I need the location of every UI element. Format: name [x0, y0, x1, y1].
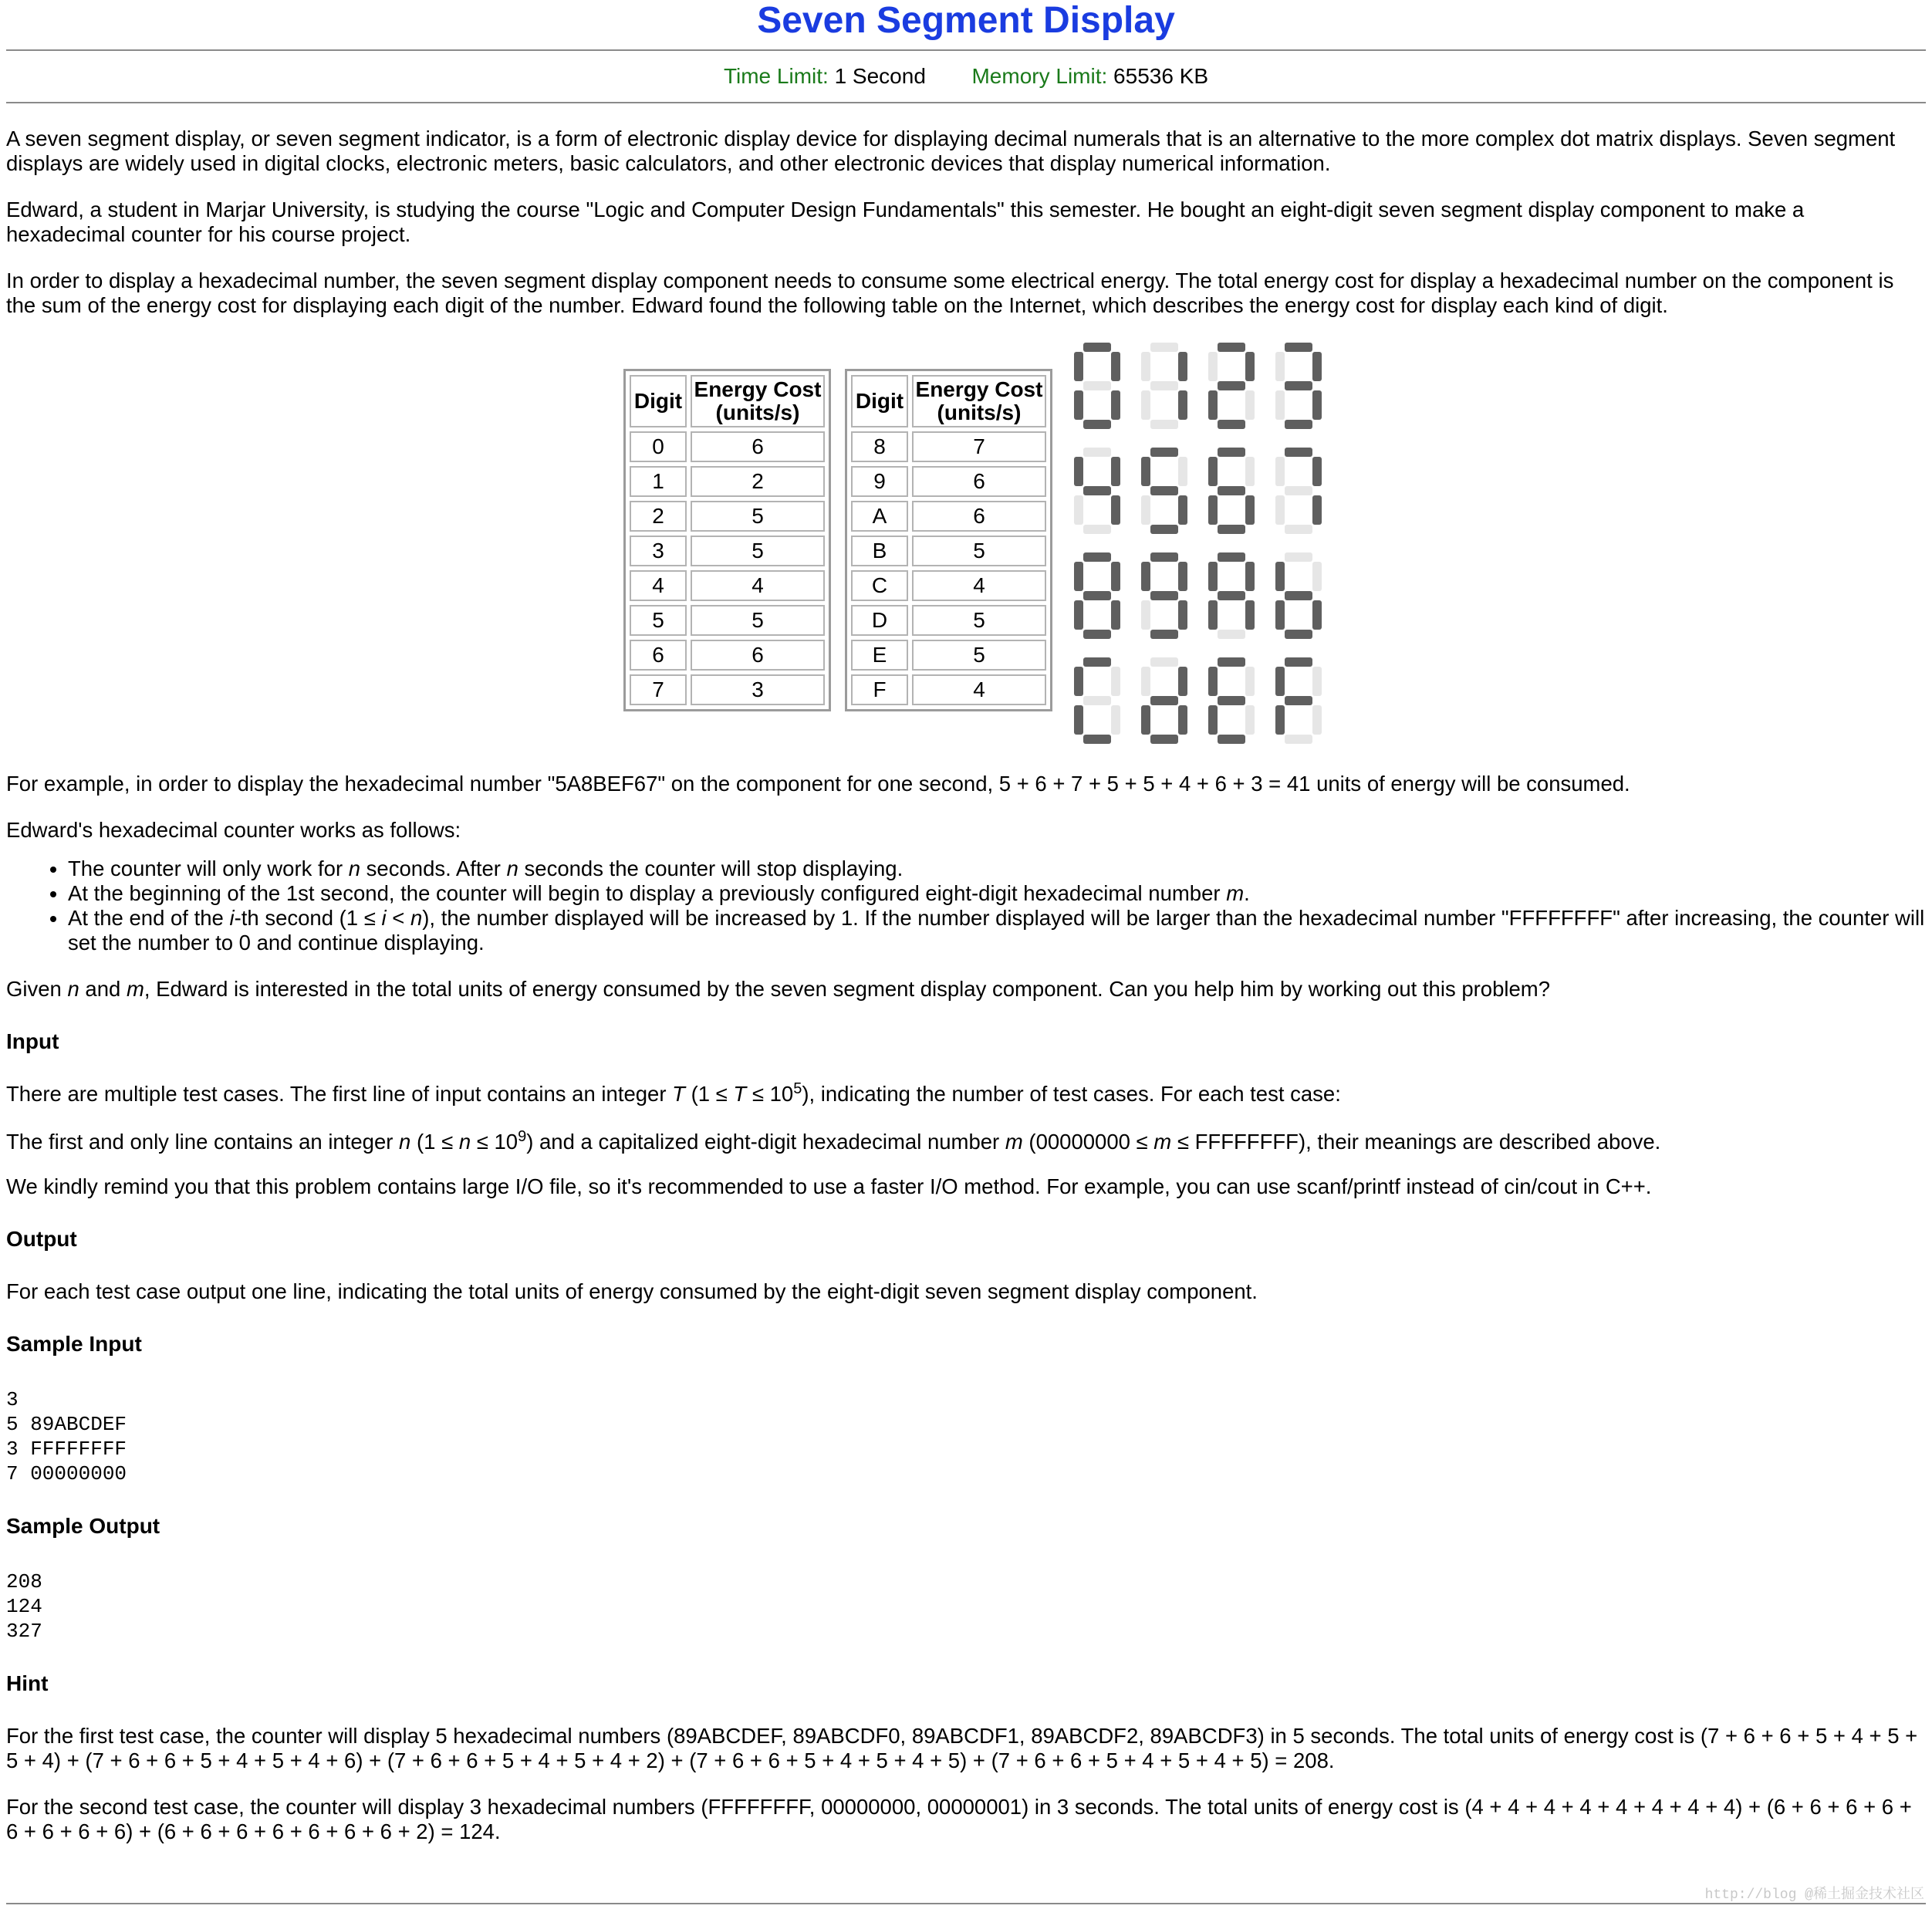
- rules-list: [6, 857, 1926, 955]
- table-row: [851, 466, 1046, 497]
- output-heading: Output: [6, 1227, 77, 1251]
- segment-g: [1218, 696, 1245, 705]
- segment-a: [1285, 657, 1312, 667]
- sample-input-block: 3 5 89ABCDEF 3 FFFFFFFF 7 00000000: [6, 1388, 127, 1485]
- input-paragraph-3: We kindly remind you that this problem contains large I/O file, so it's recommended to use a faster I/O method. For example, you can use scanf/printf instead of cin/cout in C++.: [6, 1174, 1652, 1198]
- segment-digit-a: [1208, 552, 1255, 639]
- segment-e: [1141, 705, 1150, 735]
- segment-digit-5: [1141, 448, 1187, 534]
- time-limit-value: 1 Second: [834, 64, 926, 88]
- segment-digit-1: [1141, 343, 1187, 429]
- segment-g: [1083, 696, 1111, 705]
- segment-f: [1074, 352, 1083, 381]
- cost-cell: 5: [691, 501, 825, 532]
- segment-b: [1312, 457, 1322, 486]
- segment-d: [1083, 420, 1111, 429]
- cost-cell: 6: [691, 431, 825, 462]
- segment-b: [1178, 457, 1187, 486]
- segment-d: [1218, 420, 1245, 429]
- segment-b: [1178, 352, 1187, 381]
- segment-digit-2: [1208, 343, 1255, 429]
- cost-header: Energy Cost (units/s): [912, 375, 1046, 427]
- segment-c: [1111, 495, 1120, 525]
- table-row: [851, 674, 1046, 705]
- seven-segment-glyphs: [1068, 336, 1330, 745]
- cost-cell: 5: [912, 605, 1046, 636]
- sample-input-heading: Sample Input: [6, 1332, 142, 1356]
- digit-cell: 2: [630, 501, 687, 532]
- energy-table-left: [623, 369, 831, 711]
- segment-a: [1218, 657, 1245, 667]
- cost-cell: 3: [691, 674, 825, 705]
- cost-cell: 4: [912, 570, 1046, 601]
- segment-g: [1083, 591, 1111, 600]
- segment-f: [1141, 352, 1150, 381]
- segment-c: [1111, 600, 1120, 630]
- segment-a: [1083, 552, 1111, 562]
- segment-a: [1150, 343, 1178, 352]
- segment-digit-f: [1275, 657, 1322, 744]
- digit-cell: 3: [630, 536, 687, 566]
- segment-g: [1285, 381, 1312, 390]
- cost-cell: 4: [912, 674, 1046, 705]
- segment-f: [1074, 457, 1083, 486]
- segment-g: [1150, 381, 1178, 390]
- segment-f: [1275, 352, 1285, 381]
- segment-e: [1074, 390, 1083, 420]
- segment-f: [1275, 562, 1285, 591]
- hint-heading: Hint: [6, 1671, 49, 1695]
- segment-d: [1218, 735, 1245, 744]
- table-row: [630, 674, 825, 705]
- intro-paragraph-3: In order to display a hexadecimal number, the seven segment display component needs to consume some electrical energy. The total energy cost for display a hexadecimal number on the component is the sum of the energy cost for displaying each digit of the number. Edward found the following table on the Internet, which describes the energy cost for display each kind of digit.: [6, 269, 1894, 317]
- table-row: [851, 640, 1046, 671]
- segment-f: [1208, 457, 1218, 486]
- digit-cell: 9: [851, 466, 908, 497]
- segment-d: [1083, 525, 1111, 534]
- sample-output-block: 208 124 327: [6, 1570, 42, 1643]
- segment-e: [1074, 705, 1083, 735]
- digit-cell: E: [851, 640, 908, 671]
- segment-c: [1312, 600, 1322, 630]
- segment-c: [1245, 705, 1255, 735]
- segment-digit-c: [1074, 657, 1120, 744]
- segment-f: [1074, 562, 1083, 591]
- segment-f: [1208, 667, 1218, 696]
- digit-header: Digit: [630, 375, 687, 427]
- segment-c: [1111, 390, 1120, 420]
- segment-e: [1208, 705, 1218, 735]
- segment-e: [1275, 705, 1285, 735]
- table-row: [851, 501, 1046, 532]
- segment-c: [1178, 705, 1187, 735]
- works-intro: Edward's hexadecimal counter works as follows:: [6, 818, 461, 842]
- memory-limit-value: 65536 KB: [1113, 64, 1209, 88]
- segment-e: [1141, 495, 1150, 525]
- segment-g: [1150, 486, 1178, 495]
- segment-c: [1312, 390, 1322, 420]
- segment-a: [1083, 343, 1111, 352]
- segment-g: [1083, 381, 1111, 390]
- table-row: [630, 640, 825, 671]
- cost-cell: 5: [691, 605, 825, 636]
- cost-header: Energy Cost (units/s): [691, 375, 825, 427]
- segment-e: [1208, 495, 1218, 525]
- segment-b: [1178, 562, 1187, 591]
- output-paragraph: For each test case output one line, indicating the total units of energy consumed by the eight-digit seven segment display component.: [6, 1279, 1258, 1303]
- segment-b: [1111, 667, 1120, 696]
- segment-f: [1208, 562, 1218, 591]
- segment-b: [1111, 457, 1120, 486]
- limits-divider: [6, 102, 1926, 103]
- segment-b: [1178, 667, 1187, 696]
- segment-a: [1218, 343, 1245, 352]
- segment-c: [1178, 495, 1187, 525]
- problem-page: [6, 0, 1926, 1844]
- limits-bar: [6, 63, 1926, 90]
- rule-item: • At the beginning of the 1st second, the counter will begin to display a previously configured eight-digit hexadecimal number m.: [68, 881, 1926, 906]
- table-row: [851, 536, 1046, 566]
- segment-digit-8: [1074, 552, 1120, 639]
- digit-cell: 6: [630, 640, 687, 671]
- table-row: [851, 431, 1046, 462]
- segment-e: [1275, 390, 1285, 420]
- table-row: [630, 570, 825, 601]
- segment-c: [1178, 390, 1187, 420]
- segment-a: [1285, 448, 1312, 457]
- segment-c: [1178, 600, 1187, 630]
- table-row: [630, 431, 825, 462]
- segment-d: [1218, 525, 1245, 534]
- cost-cell: 6: [912, 466, 1046, 497]
- segment-a: [1150, 657, 1178, 667]
- digit-cell: A: [851, 501, 908, 532]
- question-paragraph: Given n and m, Edward is interested in the total units of energy consumed by the seven segment display component. Can you help him by working out this problem?: [6, 977, 1550, 1001]
- segment-e: [1275, 495, 1285, 525]
- cost-cell: 7: [912, 431, 1046, 462]
- segment-d: [1285, 630, 1312, 639]
- cost-cell: 2: [691, 466, 825, 497]
- segment-e: [1074, 495, 1083, 525]
- title-divider: [6, 49, 1926, 51]
- cost-cell: 5: [691, 536, 825, 566]
- segment-c: [1111, 705, 1120, 735]
- segment-c: [1245, 390, 1255, 420]
- intro-paragraph-2: Edward, a student in Marjar University, is studying the course "Logic and Computer Design Fundamentals" this semester. He bought an eight-digit seven segment display component to make a hexadecimal counter for his course project.: [6, 198, 1805, 246]
- segment-g: [1150, 696, 1178, 705]
- segment-g: [1218, 381, 1245, 390]
- bottom-divider: [6, 1903, 1926, 1904]
- segment-g: [1218, 591, 1245, 600]
- segment-c: [1245, 495, 1255, 525]
- segment-a: [1150, 448, 1178, 457]
- segment-b: [1312, 562, 1322, 591]
- segment-g: [1218, 486, 1245, 495]
- segment-b: [1312, 352, 1322, 381]
- segment-b: [1111, 562, 1120, 591]
- table-row: [851, 570, 1046, 601]
- segment-digit-7: [1275, 448, 1322, 534]
- segment-digit-6: [1208, 448, 1255, 534]
- cost-cell: 4: [691, 570, 825, 601]
- segment-a: [1083, 657, 1111, 667]
- segment-f: [1275, 667, 1285, 696]
- cost-cell: 5: [912, 640, 1046, 671]
- cost-cell: 6: [912, 501, 1046, 532]
- table-row: [630, 536, 825, 566]
- input-paragraph-1: There are multiple test cases. The first line of input contains an integer T $(1 \le T \le 10^5)$, indicating the number of test cases. For each test case:: [6, 1080, 1341, 1106]
- digit-cell: 4: [630, 570, 687, 601]
- watermark: http://blog @稀土掘金技术社区: [1704, 1887, 1924, 1903]
- table-row: [851, 605, 1046, 636]
- segment-d: [1150, 525, 1178, 534]
- segment-d: [1150, 735, 1178, 744]
- segment-f: [1141, 457, 1150, 486]
- segment-b: [1245, 352, 1255, 381]
- segment-c: [1312, 705, 1322, 735]
- table-row: [630, 605, 825, 636]
- segment-b: [1312, 667, 1322, 696]
- hint-paragraph-1: For the first test case, the counter will display 5 hexadecimal numbers (89ABCDEF, 89ABCDF0, 89ABCDF1, 89ABCDF2, 89ABCDF3) in 5 seconds. The total units of energy cost is (7 + 6 + 6 + 5 + 4 + 5 + 5 + 4) + (7 + 6 + 6 + 5 + 4 + 5 + 4 + 6) + (7 + 6 + 6 + 5 + 4 + 5 + 4 + 2) + (7 + 6 + 6 + 5 + 4 + 5 + 4 + 5) + (7 + 6 + 6 + 5 + 4 + 5 + 4 + 5) = 208.: [6, 1724, 1918, 1772]
- segment-e: [1074, 600, 1083, 630]
- segment-e: [1141, 600, 1150, 630]
- segment-f: [1275, 457, 1285, 486]
- digit-cell: 5: [630, 605, 687, 636]
- segment-digit-4: [1074, 448, 1120, 534]
- sample-output-heading: Sample Output: [6, 1514, 160, 1538]
- segment-d: [1285, 525, 1312, 534]
- input-heading: Input: [6, 1029, 59, 1053]
- segment-d: [1285, 420, 1312, 429]
- segment-f: [1141, 562, 1150, 591]
- segment-b: [1111, 352, 1120, 381]
- cost-cell: 5: [912, 536, 1046, 566]
- segment-a: [1218, 552, 1245, 562]
- segment-a: [1083, 448, 1111, 457]
- energy-figure: [6, 369, 1926, 732]
- digit-cell: 1: [630, 466, 687, 497]
- memory-limit-label: Memory Limit:: [971, 64, 1108, 88]
- segment-g: [1285, 486, 1312, 495]
- digit-cell: 8: [851, 431, 908, 462]
- segment-c: [1312, 495, 1322, 525]
- segment-d: [1150, 420, 1178, 429]
- segment-e: [1141, 390, 1150, 420]
- segment-g: [1285, 696, 1312, 705]
- segment-e: [1275, 600, 1285, 630]
- segment-a: [1218, 448, 1245, 457]
- segment-b: [1245, 457, 1255, 486]
- segment-g: [1285, 591, 1312, 600]
- digit-cell: 0: [630, 431, 687, 462]
- energy-table-right: [845, 369, 1052, 711]
- page-title: Seven Segment Display: [757, 0, 1175, 41]
- segment-a: [1285, 552, 1312, 562]
- segment-digit-b: [1275, 552, 1322, 639]
- segment-digit-d: [1141, 657, 1187, 744]
- segment-f: [1074, 667, 1083, 696]
- rule-item: • At the end of the i-th second (1 ≤ i < n), the number displayed will be increased by 1. If the number displayed will be larger than the hexadecimal number "FFFFFFFF" after increasing, the counter will set the number to 0 and continue displaying.: [68, 906, 1926, 955]
- example-paragraph: For example, in order to display the hexadecimal number "5A8BEF67" on the component for one second, 5 + 6 + 7 + 5 + 5 + 4 + 6 + 3 = 41 units of energy will be consumed.: [6, 772, 1630, 796]
- table-row: [630, 466, 825, 497]
- segment-a: [1285, 343, 1312, 352]
- segment-c: [1245, 600, 1255, 630]
- segment-b: [1245, 562, 1255, 591]
- segment-f: [1208, 352, 1218, 381]
- digit-cell: 7: [630, 674, 687, 705]
- segment-d: [1218, 630, 1245, 639]
- segment-d: [1083, 630, 1111, 639]
- rule-item: • The counter will only work for n seconds. After n seconds the counter will stop displaying.: [68, 857, 1926, 881]
- hint-paragraph-2: For the second test case, the counter will display 3 hexadecimal numbers (FFFFFFFF, 00000000, 00000001) in 3 seconds. The total units of energy cost is (4 + 4 + 4 + 4 + 4 + 4 + 4 + 4) + (6 + 6 + 6 + 6 + 6 + 6 + 6 + 6) + (6 + 6 + 6 + 6 + 6 + 6 + 6 + 2) = 124.: [6, 1795, 1912, 1843]
- segment-e: [1208, 390, 1218, 420]
- segment-e: [1208, 600, 1218, 630]
- segment-d: [1150, 630, 1178, 639]
- segment-d: [1285, 735, 1312, 744]
- input-paragraph-2: The first and only line contains an integer n $(1 \le n \le 10^9)$ and a capitalized eight-digit hexadecimal number m (00000000 ≤ m ≤ FFFFFFFF), their meanings are described above.: [6, 1127, 1661, 1154]
- segment-digit-0: [1074, 343, 1120, 429]
- digit-cell: B: [851, 536, 908, 566]
- segment-g: [1083, 486, 1111, 495]
- cost-cell: 6: [691, 640, 825, 671]
- segment-b: [1245, 667, 1255, 696]
- segment-digit-9: [1141, 552, 1187, 639]
- segment-digit-e: [1208, 657, 1255, 744]
- digit-header: Digit: [851, 375, 908, 427]
- digit-cell: D: [851, 605, 908, 636]
- digit-cell: F: [851, 674, 908, 705]
- digit-cell: C: [851, 570, 908, 601]
- segment-g: [1150, 591, 1178, 600]
- segment-a: [1150, 552, 1178, 562]
- segment-f: [1141, 667, 1150, 696]
- intro-paragraph-1: A seven segment display, or seven segment indicator, is a form of electronic display device for displaying decimal numerals that is an alternative to the more complex dot matrix displays. Seven segment displays are widely used in digital clocks, electronic meters, basic calculators, and other electronic devices that display numerical information.: [6, 127, 1896, 175]
- segment-d: [1083, 735, 1111, 744]
- segment-digit-3: [1275, 343, 1322, 429]
- table-row: [630, 501, 825, 532]
- time-limit-label: Time Limit:: [723, 64, 829, 88]
